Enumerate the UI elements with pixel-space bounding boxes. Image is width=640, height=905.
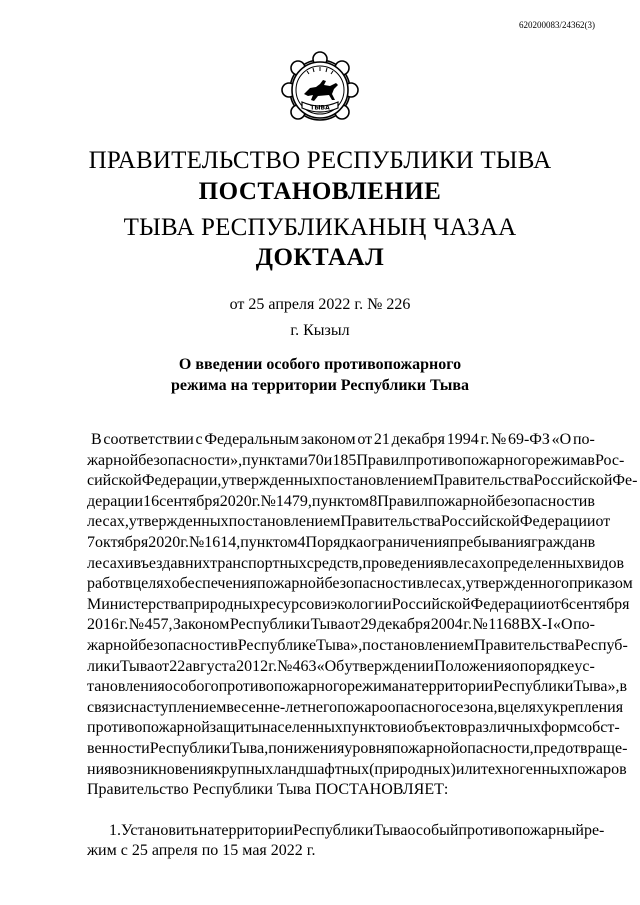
- resolution-title-line-1: О введении особого противопожарного: [178, 356, 462, 373]
- government-title-tuvan: ТЫВА РЕСПУБЛИКАНЫҢ ЧАЗАА: [123, 214, 517, 241]
- date-line: от 25 апреля 2022 г. № 226: [229, 296, 411, 313]
- tuva-coat-of-arms-icon: [280, 50, 360, 130]
- preamble-paragraph: [87, 430, 638, 801]
- document-type-tuvan: ДОКТААЛ: [255, 244, 385, 271]
- text-line: жарной безопасности», пунктами 70 и 185 Правил противопожарного режима в Рос-: [87, 451, 625, 469]
- text-line: тановления особого противопожарного режима на территории Республики Тыва», в: [87, 678, 628, 696]
- text-line: связи с наступлением весенне-летнего пожароопасного сезона, в целях укрепления: [87, 698, 624, 716]
- text-line: работ в целях обеспечения пожарной безопасности в лесах, утвержденного приказом: [87, 575, 633, 593]
- text-line: В соответствии с Федеральным законом от 21 декабря 1994 г. № 69-ФЗ «О по-: [91, 431, 595, 448]
- text-line: лесах, утвержденных постановлением Правительства Российской Федерации от: [87, 513, 611, 531]
- resolution-title-line-2: режима на территории Республики Тыва: [171, 377, 469, 394]
- text-line: ния возникновения крупных ландшафтных (природных) или техногенных пожаров: [87, 760, 627, 778]
- item-1-paragraph: [87, 821, 605, 862]
- text-line: сийской Федерации, утвержденных постановлением Правительства Российской Фе-: [87, 472, 638, 490]
- city-line: г. Кызыл: [290, 322, 350, 339]
- document-type: ПОСТАНОВЛЕНИЕ: [198, 178, 442, 205]
- resolution-body: [87, 430, 638, 862]
- text-line: лики Тыва от 22 августа 2012 г. № 463 «Об утверждении Положения о порядке ус-: [87, 657, 595, 675]
- text-line: 7 октября 2020 г. № 1614, пунктом 4 Порядка ограничения пребывания граждан в: [87, 533, 596, 551]
- svg-text:ТЫВА: ТЫВА: [310, 104, 330, 112]
- text-line: венности Республики Тыва, понижения уровня пожарной опасности, предотвраще-: [87, 739, 628, 757]
- text-line: 2016 г. № 457, Законом Республики Тыва от 29 декабря 2004 г. № 1168 ВХ-I «О по-: [87, 616, 595, 634]
- text-line: жим с 25 апреля по 15 мая 2022 г.: [87, 842, 316, 860]
- government-title: ПРАВИТЕЛЬСТВО РЕСПУБЛИКИ ТЫВА: [88, 147, 552, 174]
- text-line: жарной безопасности в Республике Тыва», постановлением Правительства Респуб-: [87, 636, 628, 654]
- text-line: противопожарной защиты населенных пунктов и объектов различных форм собст-: [87, 719, 620, 737]
- text-line: дерации 16 сентября 2020 г. № 1479, пунктом 8 Правил пожарной безопасности в: [87, 492, 595, 510]
- text-line: лесах и въезда в них транспортных средств, проведения в лесах определенных видов: [87, 554, 625, 572]
- text-line: Министерства природных ресурсов и экологии Российской Федерации от 6 сентября: [87, 595, 630, 613]
- text-line: Правительство Республики Тыва ПОСТАНОВЛЯЕТ:: [87, 781, 449, 799]
- text-line: 1. Установить на территории Республики Тыва особый противопожарный ре-: [109, 821, 605, 839]
- document-number: 620200083/24362(3): [519, 20, 595, 30]
